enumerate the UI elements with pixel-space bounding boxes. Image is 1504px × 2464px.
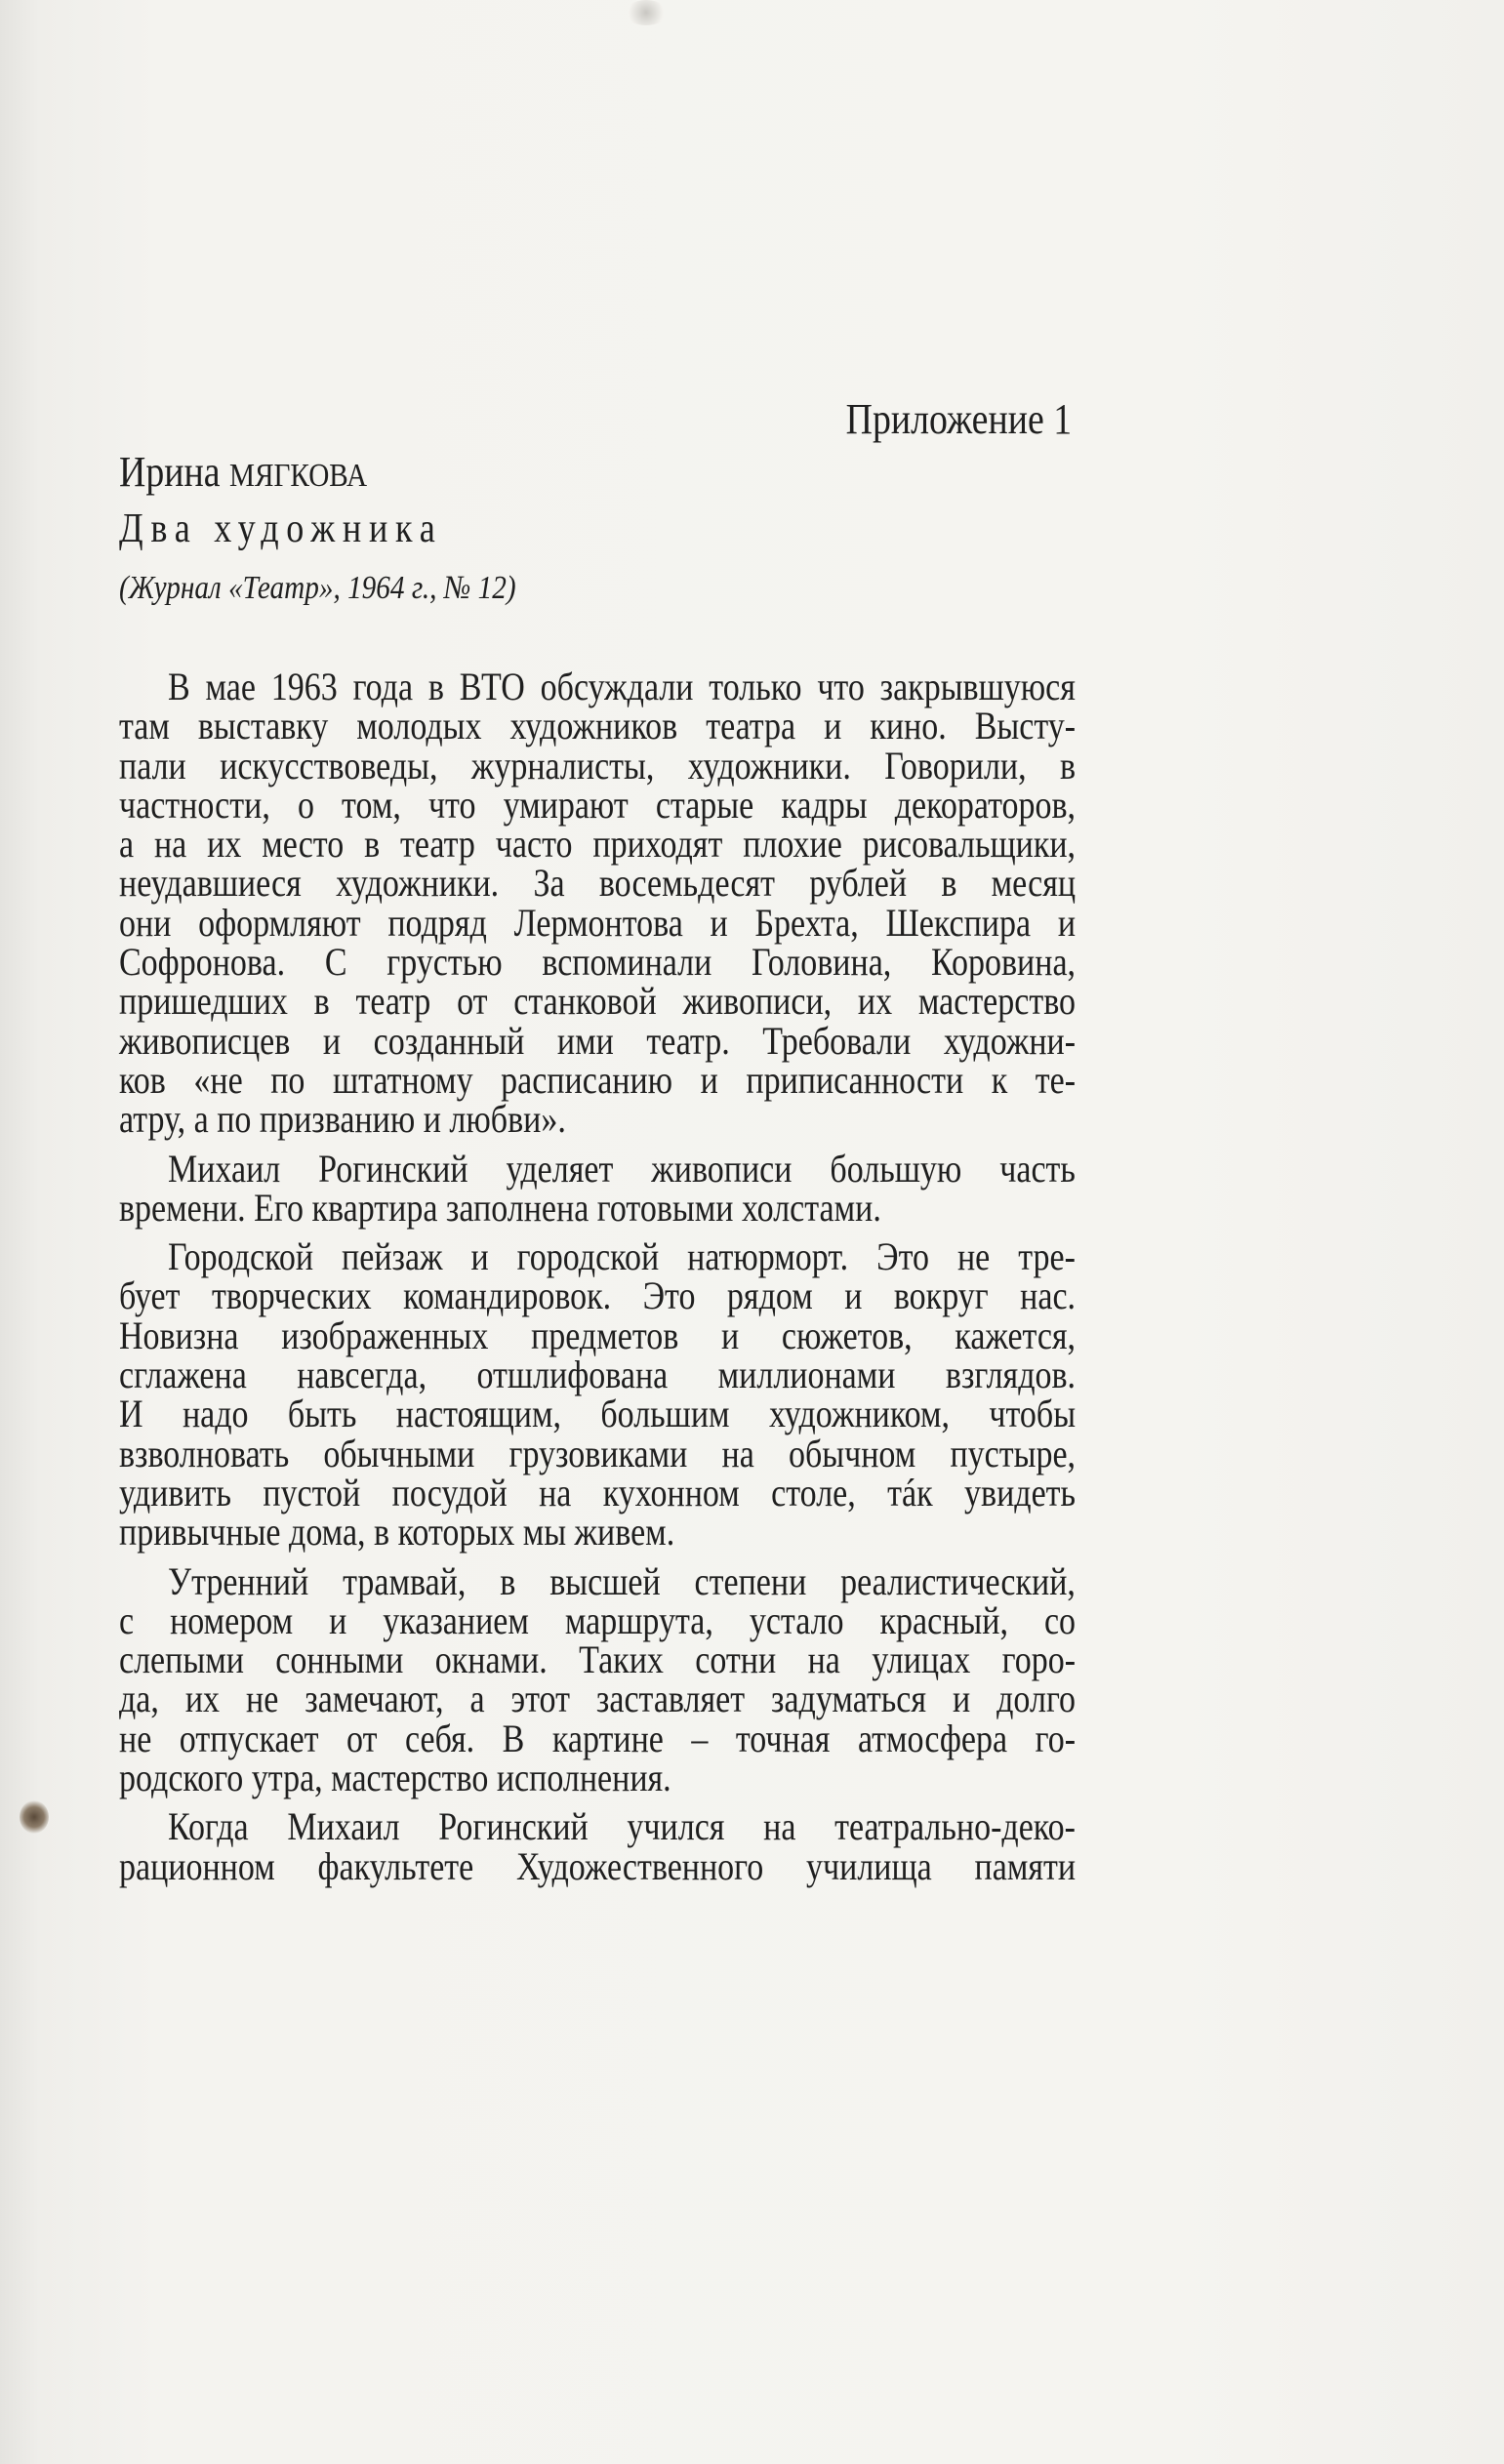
text-line-content: Михаил Рогинский уделяет живописи большую часть bbox=[168, 1146, 1076, 1191]
paragraph bbox=[119, 667, 1076, 1140]
text-line-content: Когда Михаил Рогинский учился на театрально-деко- bbox=[168, 1804, 1076, 1849]
author-first-name: Ирина bbox=[119, 448, 221, 496]
text-line bbox=[119, 1758, 1076, 1798]
text-line-content: родского утра, мастерство исполнения. bbox=[119, 1756, 671, 1800]
paragraph bbox=[119, 1234, 1077, 1555]
text-line bbox=[119, 1510, 1076, 1555]
text-line bbox=[119, 900, 1077, 945]
author-last-name: МЯГКОВА bbox=[229, 458, 368, 494]
text-line bbox=[119, 1273, 1077, 1318]
text-line-content: И надо быть настоящим, большим художником, чтобы bbox=[119, 1392, 1077, 1436]
text-line-content: с номером и указанием маршрута, устало красный, со bbox=[119, 1597, 1077, 1642]
text-line-content: ков «не по штатному расписанию и приписанности к те- bbox=[119, 1057, 1077, 1102]
text-line-content: пали искусствоведы, журналисты, художники. Говорили, в bbox=[119, 743, 1077, 788]
paragraph bbox=[119, 1558, 1077, 1800]
appendix-label: Приложение 1 bbox=[845, 395, 1072, 443]
text-line bbox=[119, 822, 1077, 867]
text-line-content: удивить пустой посудой на кухонном столе, тáк увидеть bbox=[119, 1470, 1077, 1515]
text-line-content: взволновать обычными грузовиками на обычном пустыре, bbox=[119, 1431, 1077, 1475]
text-line-content: бует творческих командировок. Это рядом и вокруг нас. bbox=[119, 1273, 1077, 1318]
text-line-content: сглажена навсегда, отшлифована миллионами взглядов. bbox=[119, 1353, 1077, 1397]
text-line bbox=[119, 1185, 1076, 1230]
text-line bbox=[119, 1597, 1077, 1642]
text-line bbox=[119, 1431, 1077, 1475]
article-source: (Журнал «Театр», 1964 г., № 12) bbox=[119, 570, 516, 606]
text-line bbox=[119, 1470, 1077, 1515]
text-line bbox=[119, 979, 1077, 1024]
text-line-content: В мае 1963 года в ВТО обсуждали только что закрывшуюся bbox=[168, 665, 1076, 708]
paragraph bbox=[119, 1804, 1077, 1888]
text-line bbox=[119, 861, 1077, 906]
text-line bbox=[119, 782, 1077, 827]
text-line-content: времени. Его квартира заполнена готовыми холстами. bbox=[119, 1185, 881, 1230]
text-line-content: живописцев и созданный ими театр. Требовали художни- bbox=[119, 1018, 1077, 1063]
text-line bbox=[119, 1234, 1076, 1279]
text-line bbox=[119, 667, 1076, 707]
text-line-content: рационном факультете Художественного училища памяти bbox=[119, 1843, 1077, 1888]
text-line-content: частности, о том, что умирают старые кадры декораторов, bbox=[119, 782, 1077, 827]
paper-mark bbox=[625, 0, 668, 25]
article-title: Два художника bbox=[119, 506, 443, 551]
text-line bbox=[119, 1558, 1076, 1603]
text-line-content: слепыми сонными окнами. Таких сотни на улицах горо- bbox=[119, 1637, 1077, 1682]
text-line bbox=[119, 1146, 1076, 1191]
paragraph bbox=[119, 1146, 1076, 1230]
text-line bbox=[119, 1804, 1076, 1849]
text-line-content: не отпускает от себя. В картине – точная атмосфера го- bbox=[119, 1716, 1077, 1760]
text-line-content: Новизна изображенных предметов и сюжетов, кажется, bbox=[119, 1313, 1077, 1357]
text-line bbox=[119, 1716, 1077, 1760]
article-body bbox=[119, 667, 1076, 1896]
text-line bbox=[119, 1843, 1077, 1888]
text-line bbox=[119, 1313, 1077, 1357]
text-line bbox=[119, 1097, 1076, 1142]
text-line bbox=[119, 1018, 1077, 1063]
paper-stain bbox=[20, 1800, 49, 1834]
text-line-content: привычные дома, в которых мы живем. bbox=[119, 1510, 675, 1555]
text-line bbox=[119, 704, 1077, 748]
text-line-content: пришедших в театр от станковой живописи, их мастерство bbox=[119, 979, 1077, 1024]
text-line-content: да, их не замечают, а этот заставляет задуматься и долго bbox=[119, 1676, 1077, 1721]
text-line bbox=[119, 940, 1077, 985]
text-line-content: атру, а по призванию и любви». bbox=[119, 1097, 566, 1142]
text-line-content: Утренний трамвай, в высшей степени реалистический, bbox=[168, 1558, 1076, 1603]
text-line-content: а на их место в театр часто приходят плохие рисовальщики, bbox=[119, 822, 1077, 867]
text-line bbox=[119, 743, 1077, 788]
author-name bbox=[119, 447, 367, 497]
text-line-content: Городской пейзаж и городской натюрморт. Это не тре- bbox=[168, 1234, 1076, 1279]
text-line bbox=[119, 1676, 1077, 1721]
text-line bbox=[119, 1394, 1076, 1434]
text-line bbox=[119, 1637, 1077, 1682]
text-line bbox=[119, 1353, 1077, 1397]
text-line-content: они оформляют подряд Лермонтова и Брехта, Шекспира и bbox=[119, 900, 1077, 945]
text-line-content: Софронова. С грустью вспоминали Головина, Коровина, bbox=[119, 940, 1077, 985]
text-line-content: неудавшиеся художники. За восемьдесят рублей в месяц bbox=[119, 861, 1077, 906]
text-line bbox=[119, 1057, 1077, 1102]
text-line-content: там выставку молодых художников театра и кино. Высту- bbox=[119, 704, 1077, 748]
